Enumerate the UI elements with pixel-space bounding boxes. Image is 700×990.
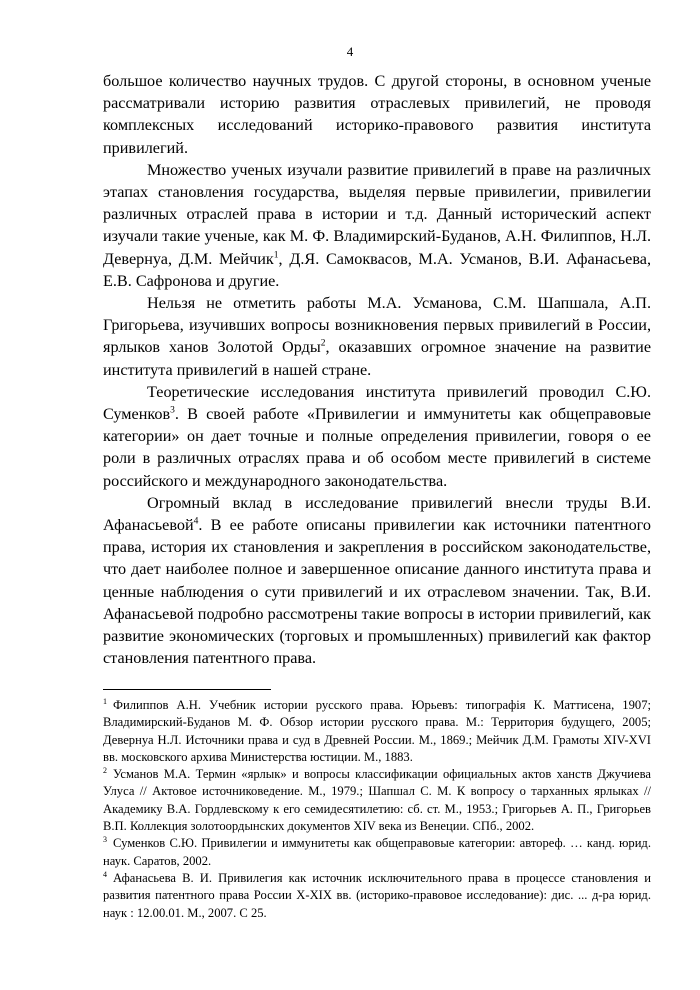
paragraph-text: большое количество научных трудов. С другой стороны, в основном ученые рассматривали историю развития отраслевых привилегий, не проводя комплексных исследований историко-правового развития института привилегий. [103,72,651,157]
footnotes [103,697,651,922]
footnote-marker: 2 [103,766,107,775]
body-paragraph [103,381,651,492]
paragraph-text: . В ее работе описаны привилегии как источники патентного права, история их становления и закрепления в российском законодательстве, что дает наиболее полное и завершенное описание данного института права и ценные наблюдения о сути привилегий и их отраслевом значении. Так, В.И. Афанасьевой подробно рассмотрены такие вопросы в истории привилегий, как развитие экономических (торговых и промышленных) привилегий как фактор становления патентного права. [103,516,651,668]
footnote-marker: 1 [103,696,107,706]
footnote-marker: 4 [103,869,107,879]
paragraph-text: Теоретические исследования института привилегий проводил С.Ю. Суменков [103,382,651,424]
footnote-text: Афанасьева В. И. Привилегия как источник исключительного права в процессе становления и развития патентного права России X-XIX вв. (историко-правовое исследование): дис. ... д-ра юрид. наук : 12.00.01. М., 2007. С 25. [103,870,651,920]
paragraph-text: . В своей работе «Привилегии и иммунитеты как общеправовые категории» он дает точные и полные определения привилегии, говоря о ее роли в различных отраслях права и об особом месте привилегий в системе российского и международного законодательства. [103,405,651,490]
body-paragraph [103,292,651,381]
paragraph-text: , оказавших огромное значение на развитие института привилегий в нашей стране. [103,338,652,379]
footnote-reference[interactable]: 2 [320,339,326,350]
footnote-reference[interactable]: 3 [170,405,175,416]
footnote-reference[interactable]: 4 [193,516,199,527]
paragraph-text: Множество ученых изучали развитие привилегий в праве на различных этапах становления государства, выделяя первые привилегии, привилегии различных отраслей права в истории и т.д. Данный исторический аспект изучали такие ученые, как М. Ф. Владимирский-Буданов, А.Н. Филиппов, Н.Л. Девернуа, Д.М. Мейчик [103,160,651,268]
footnote-text: Усманов М.А. Термин «ярлык» и вопросы классификации официальных актов ханств Джучиева Улуса // Актовое источниковедение. М., 1979.; Шапшал С. М. К вопросу о тарханных ярлыках // Академику В.А. Гордлевскому к его семидесятилетию: сб. ст. М., 1953.; Григорьев А. П., Григорьев В.П. Коллекция золотоордынских документов XIV века из Венеции. СПб., 2002. [103,767,651,834]
footnote-marker: 3 [103,835,107,845]
body-paragraph [103,159,651,292]
paragraph-text: Огромный вклад в исследование привилегий внесли труды В.И. Афанасьевой [103,493,651,535]
body-text [103,70,651,669]
page-number: 4 [346,44,354,59]
paragraph-text: Нельзя не отметить работы М.А. Усманова, С.М. Шапшала, А.П. Григорьева, изучивших вопросы возникновения первых привилегий в России, ярлыков ханов Золотой Орды [103,294,651,357]
footnote [103,766,651,835]
footnote [103,870,651,922]
footnote-text: Филиппов А.Н. Учебник истории русского права. Юрьевъ: типографія К. Маттисена, 1907; Владимирский-Буданов М. Ф. Обзор истории русского права. М.: Территория будущего, 2005; Девернуа Н.Л. Источники права и суд в Древней России. М., 1869.; Мейчик Д.М. Грамоты XIV-XVI вв. московского архива Министерства юстиции. М., 1883. [103,698,651,764]
footnote-text: Суменков С.Ю. Привилегии и иммунитеты как общеправовые категории: автореф. … канд. юрид. наук. Саратов, 2002. [103,836,651,868]
paragraph-text: , Д.Я. Самоквасов, М.А. Усманов, В.И. Афанасьева, Е.В. Сафронова и другие. [103,249,651,290]
footnote [103,835,651,870]
footnote [103,697,651,766]
body-paragraph [103,492,651,670]
footnote-reference[interactable]: 1 [273,250,279,261]
footnote-separator [103,689,271,690]
body-paragraph [103,70,651,159]
